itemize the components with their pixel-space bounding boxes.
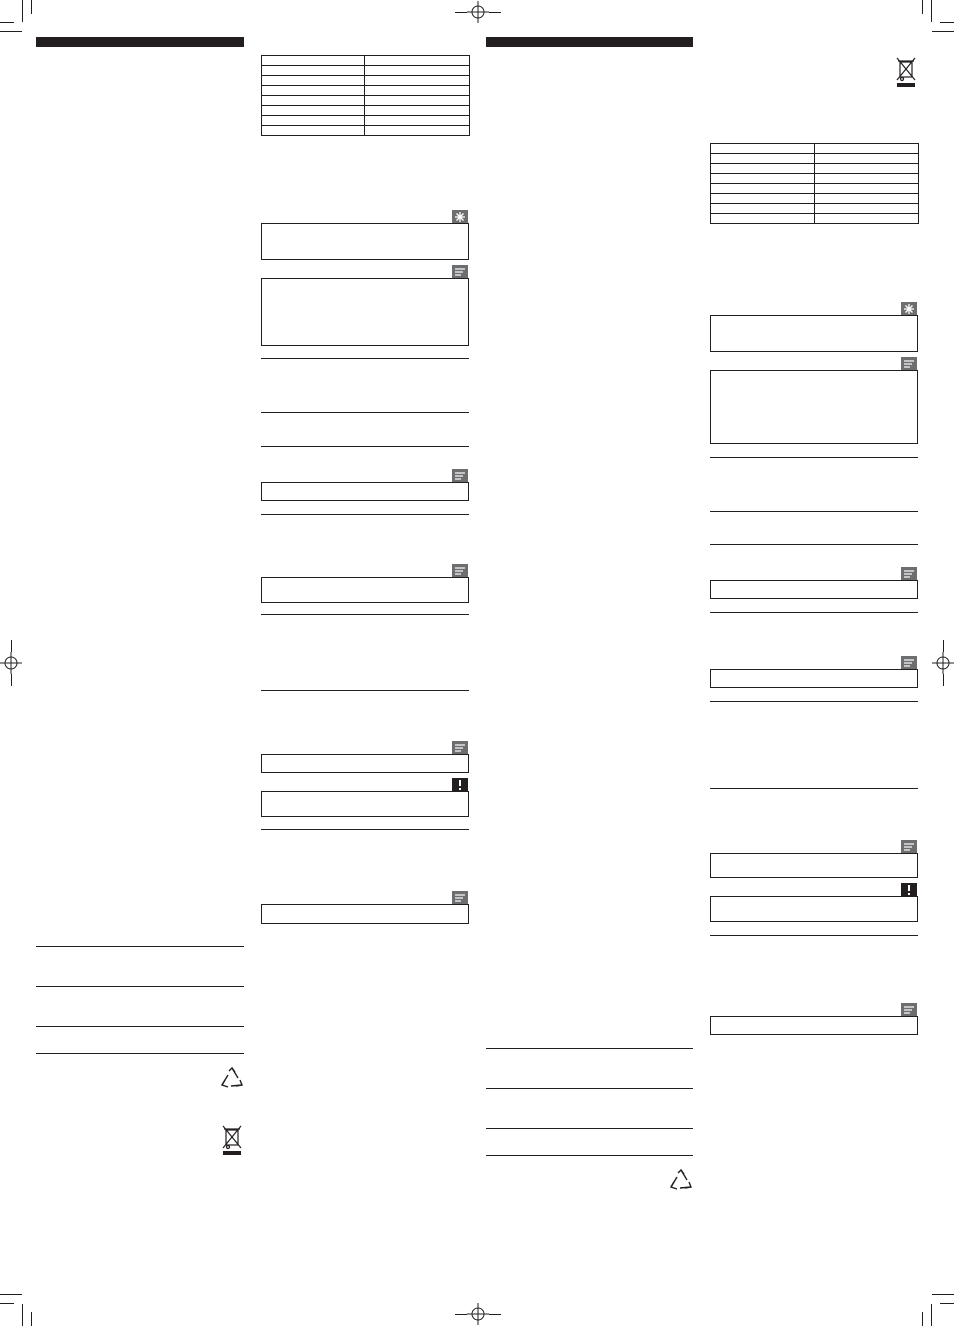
crop-mark bbox=[455, 12, 467, 13]
note-icon bbox=[452, 564, 468, 578]
crop-mark bbox=[31, 1312, 32, 1326]
crop-mark bbox=[922, 1312, 923, 1326]
note-icon bbox=[452, 891, 468, 905]
note-icon bbox=[901, 840, 917, 854]
crop-mark bbox=[22, 0, 23, 22]
section-rule bbox=[261, 446, 469, 447]
registration-mark-icon bbox=[467, 1303, 489, 1325]
section-rule bbox=[36, 1053, 244, 1054]
section-rule bbox=[710, 935, 918, 936]
crop-mark bbox=[455, 1314, 467, 1315]
note-box bbox=[710, 580, 918, 599]
table-row bbox=[262, 126, 470, 136]
crop-mark bbox=[31, 0, 32, 14]
crop-mark bbox=[0, 22, 14, 23]
note-box bbox=[710, 1016, 918, 1035]
section-rule bbox=[486, 1048, 693, 1049]
crop-mark bbox=[0, 1303, 14, 1304]
crop-mark bbox=[0, 31, 22, 32]
specification-table bbox=[261, 55, 470, 136]
section-rule bbox=[710, 612, 918, 613]
table-row bbox=[711, 154, 919, 164]
table-row bbox=[711, 174, 919, 184]
crop-mark bbox=[931, 1304, 932, 1326]
table-row bbox=[262, 96, 470, 106]
section-rule bbox=[261, 614, 469, 615]
recycle-icon bbox=[668, 1168, 694, 1194]
section-rule bbox=[261, 514, 469, 515]
table-row bbox=[711, 214, 919, 224]
note-box bbox=[710, 853, 918, 878]
snowflake-tip-icon bbox=[901, 302, 917, 316]
note-box bbox=[261, 278, 469, 346]
table-row bbox=[262, 106, 470, 116]
tip-box bbox=[261, 223, 469, 260]
registration-mark-icon bbox=[0, 652, 22, 674]
note-box bbox=[261, 754, 469, 773]
table-row bbox=[262, 56, 470, 66]
crop-mark bbox=[940, 1303, 954, 1304]
section-rule bbox=[36, 946, 244, 947]
section-rule bbox=[261, 412, 469, 413]
recycle-icon bbox=[219, 1066, 245, 1092]
section-rule bbox=[486, 1155, 693, 1156]
crop-mark bbox=[943, 640, 944, 652]
section-header-bar bbox=[36, 37, 244, 47]
warning-box bbox=[261, 791, 469, 817]
section-rule bbox=[486, 1088, 693, 1089]
crop-mark bbox=[931, 0, 932, 22]
section-rule bbox=[710, 544, 918, 545]
crop-mark bbox=[943, 674, 944, 686]
table-row bbox=[711, 204, 919, 214]
table-row bbox=[711, 184, 919, 194]
specification-table bbox=[710, 143, 919, 224]
note-icon bbox=[901, 357, 917, 371]
note-icon bbox=[452, 265, 468, 279]
section-rule bbox=[710, 788, 918, 789]
table-row bbox=[262, 116, 470, 126]
registration-mark-icon bbox=[467, 1, 489, 23]
note-icon bbox=[901, 567, 917, 581]
exclamation-warning-icon bbox=[452, 778, 468, 792]
table-row bbox=[262, 66, 470, 76]
note-icon bbox=[901, 1003, 917, 1017]
table-row bbox=[711, 194, 919, 204]
crop-mark bbox=[11, 674, 12, 686]
crossed-out-wheelie-bin-icon bbox=[895, 56, 917, 88]
crop-mark bbox=[489, 12, 501, 13]
tip-box bbox=[710, 315, 918, 352]
note-icon bbox=[901, 656, 917, 670]
section-rule bbox=[36, 1026, 244, 1027]
note-box bbox=[261, 577, 469, 603]
crop-mark bbox=[940, 22, 954, 23]
section-rule bbox=[261, 829, 469, 830]
warning-box bbox=[710, 896, 918, 922]
crop-mark bbox=[0, 1294, 22, 1295]
section-rule bbox=[261, 358, 469, 359]
section-rule bbox=[486, 1128, 693, 1129]
note-box bbox=[261, 482, 469, 501]
crop-mark bbox=[489, 1314, 501, 1315]
crop-mark bbox=[11, 640, 12, 652]
section-rule bbox=[710, 511, 918, 512]
section-header-bar bbox=[486, 37, 693, 47]
table-row bbox=[262, 86, 470, 96]
table-row bbox=[711, 144, 919, 154]
section-rule bbox=[710, 457, 918, 458]
crop-mark bbox=[22, 1304, 23, 1326]
section-rule bbox=[36, 986, 244, 987]
note-icon bbox=[452, 469, 468, 483]
note-box bbox=[261, 904, 469, 924]
crop-mark bbox=[932, 1294, 954, 1295]
note-box bbox=[710, 669, 918, 688]
crop-mark bbox=[932, 31, 954, 32]
section-rule bbox=[710, 701, 918, 702]
note-box bbox=[710, 370, 918, 444]
crossed-out-wheelie-bin-icon bbox=[221, 1124, 243, 1156]
table-row bbox=[711, 164, 919, 174]
crop-mark bbox=[922, 0, 923, 14]
table-row bbox=[262, 76, 470, 86]
registration-mark-icon bbox=[932, 652, 954, 674]
note-icon bbox=[452, 741, 468, 755]
section-rule bbox=[261, 690, 469, 691]
exclamation-warning-icon bbox=[901, 883, 917, 897]
snowflake-tip-icon bbox=[452, 210, 468, 224]
